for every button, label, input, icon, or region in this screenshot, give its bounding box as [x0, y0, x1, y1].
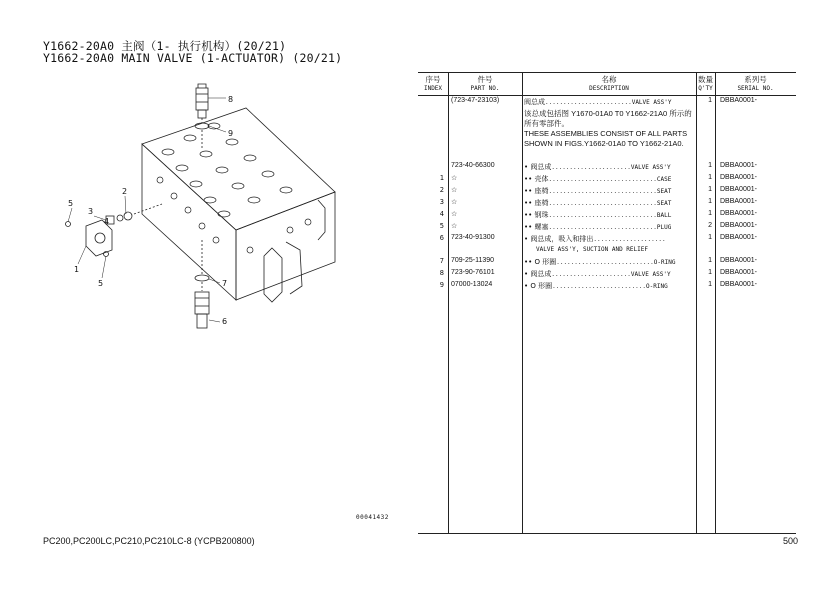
valve-block-top	[142, 108, 335, 230]
col-part-no: 件号 PART NO.	[470, 75, 500, 92]
callout-9: 9	[228, 129, 234, 138]
assembly-note-en: THESE ASSEMBLIES CONSIST OF ALL PARTS SHOWN IN FIGS.Y1662-01A0 TO Y1662-21A0.	[524, 129, 688, 148]
page-title-cn: Y1662-20A0 主阀（1- 执行机构）(20/21)	[43, 39, 287, 53]
valve-block-front	[142, 144, 236, 300]
callout-3: 3	[88, 207, 94, 216]
page-title-en: Y1662-20A0 MAIN VALVE (1-ACTUATOR) (20/21)	[43, 51, 343, 65]
col-qty: 数量 Q'TY	[698, 75, 713, 92]
col-description: 名称 DESCRIPTION	[589, 75, 629, 92]
callout-8: 8	[228, 95, 234, 104]
table-header	[418, 73, 796, 96]
callout-5a: 5	[68, 199, 74, 208]
page-number: 500	[782, 536, 798, 546]
drawing-code: 00041432	[356, 514, 389, 521]
parts-diagram	[50, 80, 400, 440]
col-serial: 系列号 SERIAL NO.	[737, 75, 774, 92]
callout-6: 6	[222, 317, 228, 326]
callout-1: 1	[74, 265, 80, 274]
valve-block-right	[236, 192, 335, 300]
assembly-note-cn: 该总成包括图 Y1670-01A0 T0 Y1662-21A0 所示的所有零部件。	[524, 109, 692, 128]
callout-5b: 5	[98, 279, 104, 288]
parts-table: 序号 INDEX 件号 PART NO. 名称 DESCRIPTION 数量 Q'TY 系列号 SERIAL NO. (723-47-23103) 阀总成........................VALVE ASS'Y 1 DBBA0001- 该总成包括图 Y1670-01A0 T0 Y1662-21A0 所示的所有零部件。 THESE ASSEMBLIES CONSIST OF ALL PARTS SHOWN IN FIGS.Y1662-01A0 TO Y1662-21A0. 723-40-66300 • 阀总成......................VALVE ASS'Y 1 DBBA0001- 1 ☆ •• 壳体..............................CASE 1 DBBA0001- 2 ☆ •• 座椅..............................SEAT 1 DBBA0001- 3 ☆ •• 座椅..............................SEAT 1 DBBA0001- 4 ☆ •• 钢珠..............................BALL 1 DBBA0001- 5 ☆ •• 螺塞..............................PLUG 2 DBBA0001- 6 723-40-91300 • 阀总成，吸入和排出.................... 1 DBBA0001- VALVE ASS'Y, SUCTION AND RELIEF 7 709-25-11390 •• O 形圈...........................O-RING 1 DBBA0001- 8 723-90-76101 • 阀总成......................VALVE ASS'Y 1 DBBA0001- 9 07000-13024 • O 形圈..........................O-RING 1 DBBA0001-	[418, 72, 796, 534]
callout-2: 2	[122, 187, 128, 196]
callout-4: 4	[104, 217, 110, 226]
col-index: 序号 INDEX	[423, 75, 443, 92]
callout-7: 7	[222, 279, 228, 288]
model-footer: PC200,PC200LC,PC210,PC210LC-8 (YCPB200800)	[43, 536, 255, 546]
